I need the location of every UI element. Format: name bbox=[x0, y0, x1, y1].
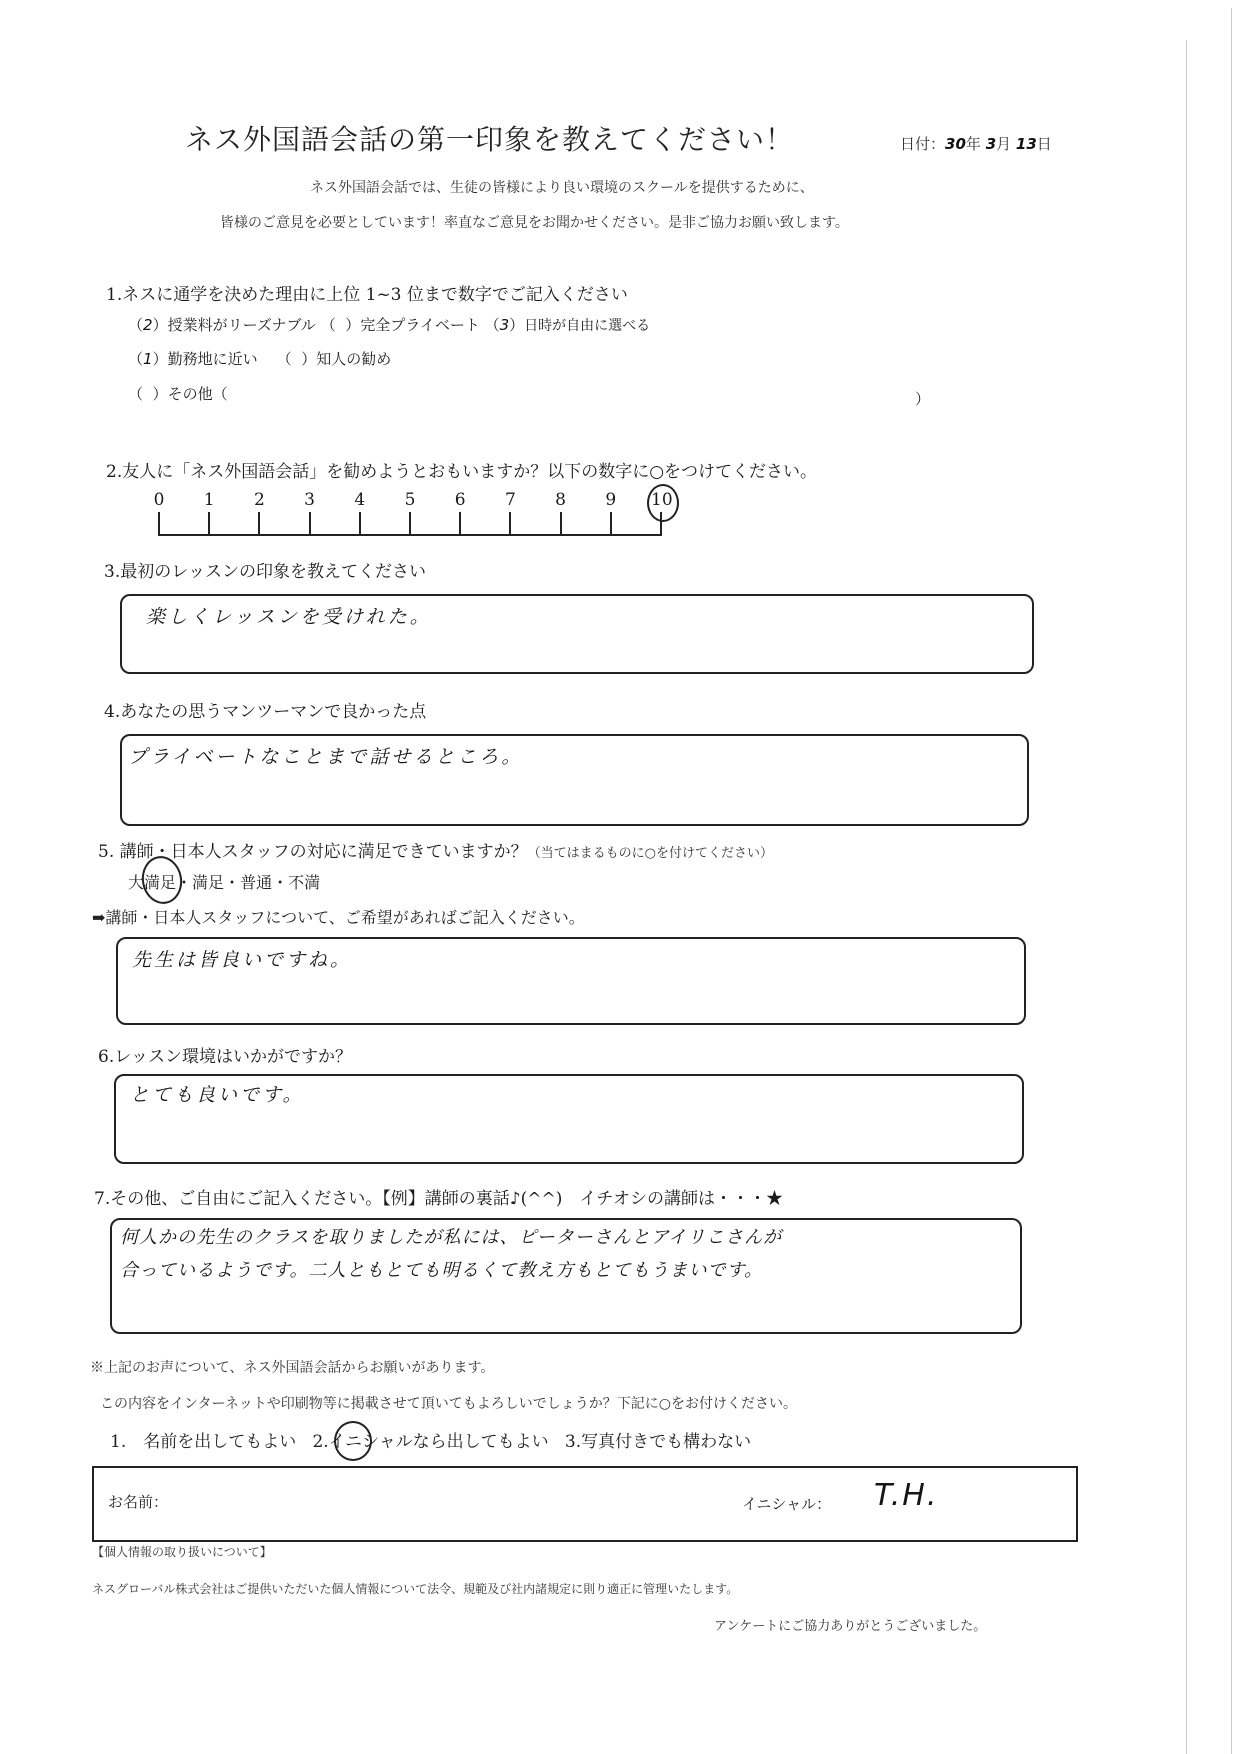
q5-option-neutral[interactable]: 普通 bbox=[240, 873, 273, 892]
q5-option-satisfied[interactable]: 満足 bbox=[192, 873, 225, 892]
q1-option-label: 完全プライベート bbox=[360, 316, 480, 334]
consent-request: この内容をインターネットや印刷物等に掲載させて頂いてもよろしいでしょうか？下記に○をお付けください。 bbox=[100, 1396, 797, 1412]
q7-answer-line-1: 何人かの先生のクラスを取りましたが私には、ピーターさんとアイリこさんが bbox=[120, 1227, 783, 1248]
initial-value[interactable]: T.H. bbox=[874, 1478, 939, 1513]
consent-options bbox=[110, 1427, 751, 1452]
intro-line-1: ネス外国語会話では、生徒の皆様により良い環境のスクールを提供するために、 bbox=[310, 180, 814, 196]
scale-baseline bbox=[158, 534, 662, 536]
scale-tick bbox=[560, 512, 562, 534]
q1-rank-near-work[interactable]: 1 bbox=[143, 350, 153, 368]
scan-edge-line bbox=[1231, 8, 1232, 1754]
scale-number-5[interactable]: 5 bbox=[404, 490, 416, 510]
date-field bbox=[900, 133, 1052, 154]
scale-tick bbox=[359, 512, 361, 534]
q7-answer-line-2: 合っているようです。二人ともとても明るくて教え方もとてもうまいです。 bbox=[120, 1260, 764, 1281]
scale-number-1[interactable]: 1 bbox=[203, 490, 215, 510]
q1-option-row-2: （1）勤務地に近い （ ）知人の勧め bbox=[128, 350, 392, 368]
scale-tick bbox=[208, 512, 210, 534]
q5-question bbox=[98, 837, 773, 862]
scan-edge-line bbox=[1186, 40, 1187, 1754]
scale-tick bbox=[258, 512, 260, 534]
separator: ・ bbox=[272, 873, 289, 892]
q2-question: 2.友人に「ネス外国語会話」を勧めようとおもいますか？以下の数字に○をつけてください。 bbox=[106, 462, 818, 482]
scale-number-10[interactable]: 10 bbox=[651, 490, 673, 510]
q5-instruction: （当てはまるものに○を付けてください） bbox=[527, 846, 773, 861]
q5-option-very-satisfied[interactable]: 大満足 bbox=[128, 873, 177, 892]
q3-question: 3.最初のレッスンの印象を教えてください bbox=[104, 562, 427, 582]
scale-number-4[interactable]: 4 bbox=[354, 490, 366, 510]
q6-answer: とても良いです。 bbox=[130, 1084, 305, 1106]
scale-number-3[interactable]: 3 bbox=[304, 490, 315, 510]
q5-followup: ➡講師・日本人スタッフについて、ご希望があればご記入ください。 bbox=[92, 908, 585, 927]
q1-option-row-3: （ ）その他（ bbox=[128, 385, 228, 403]
thanks-message: アンケートにご協力ありがとうございました。 bbox=[714, 1619, 987, 1634]
q5-answer: 先生は皆良いですね。 bbox=[132, 949, 353, 971]
consent-notice: ※上記のお声について、ネス外国語会話からお願いがあります。 bbox=[90, 1360, 495, 1376]
q1-question: 1.ネスに通学を決めた理由に上位 1~3 位まで数字でご記入ください bbox=[106, 285, 628, 305]
scale-number-2[interactable]: 2 bbox=[253, 490, 265, 510]
q4-question: 4.あなたの思うマンツーマンで良かった点 bbox=[104, 702, 427, 722]
q4-answer: プライベートなことまで話せるところ。 bbox=[128, 746, 524, 768]
month-unit: 月 bbox=[996, 135, 1012, 153]
scale-tick bbox=[459, 512, 461, 534]
name-field[interactable] bbox=[108, 1491, 168, 1512]
consent-option-photo[interactable]: 3.写真付きでも構わない bbox=[564, 1432, 752, 1452]
form-title: ネス外国語会話の第一印象を教えてください！ bbox=[185, 123, 795, 156]
scale-number-6[interactable]: 6 bbox=[454, 490, 466, 510]
date-month: 3 bbox=[985, 135, 997, 153]
scale-number-8[interactable]: 8 bbox=[555, 490, 566, 510]
q5-question-text: 5. 講師・日本人スタッフの対応に満足できていますか？ bbox=[98, 842, 528, 862]
name-label: お名前： bbox=[108, 1493, 169, 1511]
privacy-text: ネスグローバル株式会社はご提供いただいた個人情報について法令、規範及び社内諸規定に則り適正に管理いたします。 bbox=[92, 1582, 739, 1596]
q1-option-label: 日時が自由に選べる bbox=[524, 318, 651, 334]
day-unit: 日 bbox=[1036, 135, 1052, 153]
q5-option-dissatisfied[interactable]: 不満 bbox=[288, 873, 321, 892]
q1-option-label: 勤務地に近い bbox=[167, 350, 258, 368]
separator: ・ bbox=[176, 873, 193, 892]
consent-option-initials[interactable]: 2.イニシャルなら出してもよい bbox=[312, 1432, 549, 1452]
initial-label: イニシャル： bbox=[742, 1495, 832, 1513]
scale-number-0[interactable]: 0 bbox=[153, 490, 165, 510]
date-day: 13 bbox=[1015, 135, 1037, 153]
q7-question: 7.その他、ご自由にご記入ください。【例】講師の裏話♪(^^) イチオシの講師は・・・★ bbox=[94, 1189, 783, 1209]
q1-option-label: 授業料がリーズナブル bbox=[167, 316, 316, 334]
q1-rank-reasonable-price[interactable]: 2 bbox=[143, 316, 153, 334]
scale-tick bbox=[309, 512, 311, 534]
date-label: 日付： bbox=[900, 135, 946, 153]
q1-option-row-1: （2）授業料がリーズナブル （ ）完全プライベート （3）日時が自由に選べる bbox=[128, 316, 651, 334]
scale-number-7[interactable]: 7 bbox=[504, 490, 516, 510]
scale-tick bbox=[610, 512, 612, 534]
q1-option-label: その他（ bbox=[167, 385, 228, 403]
date-year: 30 bbox=[945, 135, 966, 153]
intro-line-2: 皆様のご意見を必要としています！率直なご意見をお聞かせください。是非ご協力お願い致します。 bbox=[220, 215, 849, 231]
q3-answer: 楽しくレッスンを受けれた。 bbox=[146, 606, 432, 628]
separator: ・ bbox=[224, 873, 241, 892]
consent-option-name[interactable]: 1. 名前を出してもよい bbox=[110, 1432, 297, 1452]
privacy-heading: 【個人情報の取り扱いについて】 bbox=[92, 1545, 272, 1559]
consent-selection-circle bbox=[334, 1421, 372, 1461]
scale-selection-circle bbox=[647, 484, 679, 522]
scale-tick bbox=[509, 512, 511, 534]
scale-number-9[interactable]: 9 bbox=[605, 490, 617, 510]
q1-option-label: 知人の勧め bbox=[316, 350, 392, 368]
q6-question: 6.レッスン環境はいかがですか？ bbox=[98, 1047, 353, 1067]
q1-rank-flexible-schedule[interactable]: 3 bbox=[499, 316, 510, 334]
scale-tick bbox=[158, 512, 160, 534]
year-unit: 年 bbox=[965, 135, 981, 153]
q1-other-close: ） bbox=[915, 390, 931, 408]
scale-tick bbox=[409, 512, 411, 534]
